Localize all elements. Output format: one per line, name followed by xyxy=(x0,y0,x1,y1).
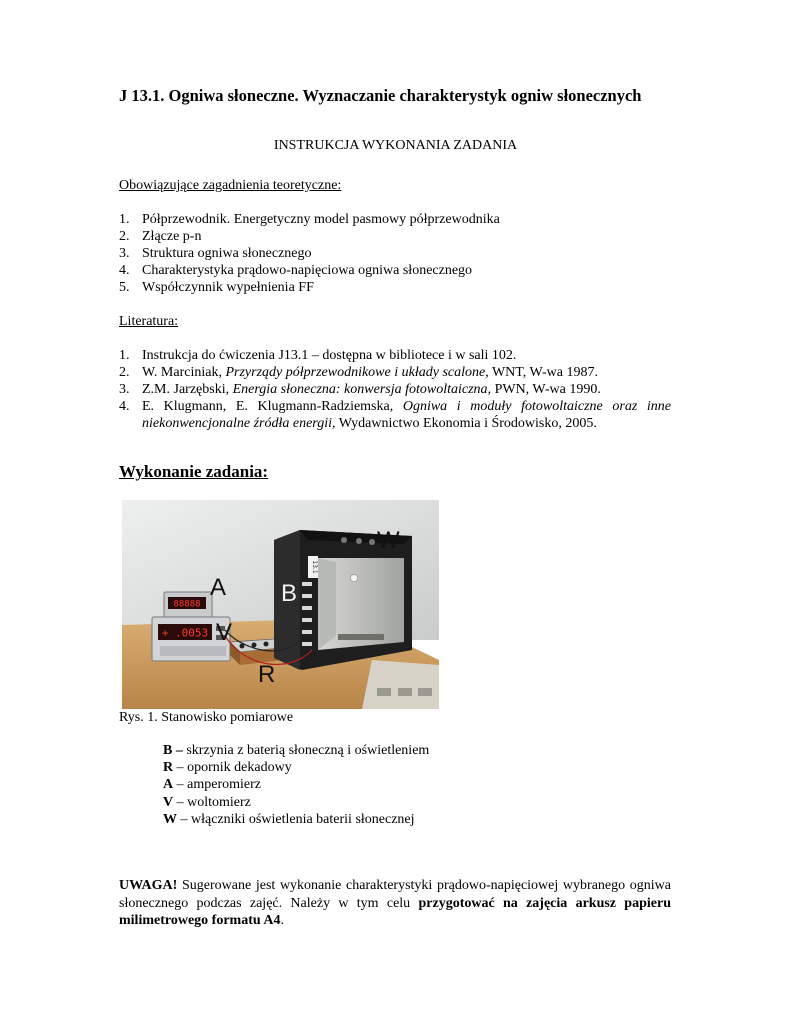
label-A: A xyxy=(210,574,227,601)
theory-section xyxy=(119,177,671,296)
literature-list xyxy=(119,347,671,432)
figure-legend xyxy=(163,742,429,828)
label-V: V xyxy=(216,619,233,646)
list-item: 5. Współczynnik wypełnienia FF xyxy=(119,280,314,295)
label-B: B xyxy=(281,580,298,607)
legend-item: A – amperomierz xyxy=(163,777,261,793)
list-item: 2. Złącze p-n xyxy=(119,229,202,244)
label-W: W xyxy=(377,527,400,554)
list-item: 3. Struktura ogniwa słonecznego xyxy=(119,246,312,261)
legend-item: V – woltomierz xyxy=(163,794,251,810)
list-item: 4. Charakterystyka prądowo-napięciowa ogniwa słonecznego xyxy=(119,263,473,278)
list-item: 1. Półprzewodnik. Energetyczny model pasmowy półprzewodnika xyxy=(119,212,500,227)
legend-item: B – skrzynia z baterią słoneczną i oświetleniem xyxy=(163,743,430,758)
literature-section xyxy=(119,313,671,432)
figure-caption: Rys. 1. Stanowisko pomiarowe xyxy=(119,710,294,725)
section-heading: Wykonanie zadania: xyxy=(119,462,269,481)
theory-list xyxy=(119,211,671,296)
voltmeter-display: + .0053 xyxy=(161,626,209,640)
list-item: 4. E. Klugmann, E. Klugmann-Radziemska, Ogniwa i moduły fotowoltaiczne oraz inne niekonwencjonalne źródła energii, Wydawnictwo Ekonomia i Środowisko, 2005. xyxy=(119,399,671,431)
ammeter-display: 88888 xyxy=(173,599,201,610)
box-number-label: 13.1 xyxy=(311,560,318,574)
list-item: 1. Instrukcja do ćwiczenia J13.1 – dostępna w bibliotece i w sali 102. xyxy=(119,348,517,363)
warning-note: UWAGA! Sugerowane jest wykonanie charakterystyki prądowo-napięciowej wybranego ogniwa słonecznego podczas zajęć. Należy w tym celu przygotować na zajęcia arkusz papieru milimetrowego formatu A4. xyxy=(119,878,671,928)
legend-item: R – opornik dekadowy xyxy=(163,760,292,776)
measurement-stand-photo xyxy=(122,500,439,709)
document-title: J 13.1. Ogniwa słoneczne. Wyznaczanie charakterystyk ogniw słonecznych xyxy=(119,86,642,105)
list-item: 2. W. Marciniak, Przyrządy półprzewodnikowe i układy scalone, WNT, W-wa 1987. xyxy=(119,365,598,380)
legend-item: W – włączniki oświetlenia baterii słonecznej xyxy=(163,811,415,827)
theory-heading: Obowiązujące zagadnienia teoretyczne: xyxy=(119,178,342,193)
document-subtitle: INSTRUKCJA WYKONANIA ZADANIA xyxy=(273,138,518,153)
literature-heading: Literatura: xyxy=(119,314,179,329)
list-item: 3. Z.M. Jarzębski, Energia słoneczna: konwersja fotowoltaiczna, PWN, W-wa 1990. xyxy=(119,382,601,397)
label-R: R xyxy=(258,661,276,688)
